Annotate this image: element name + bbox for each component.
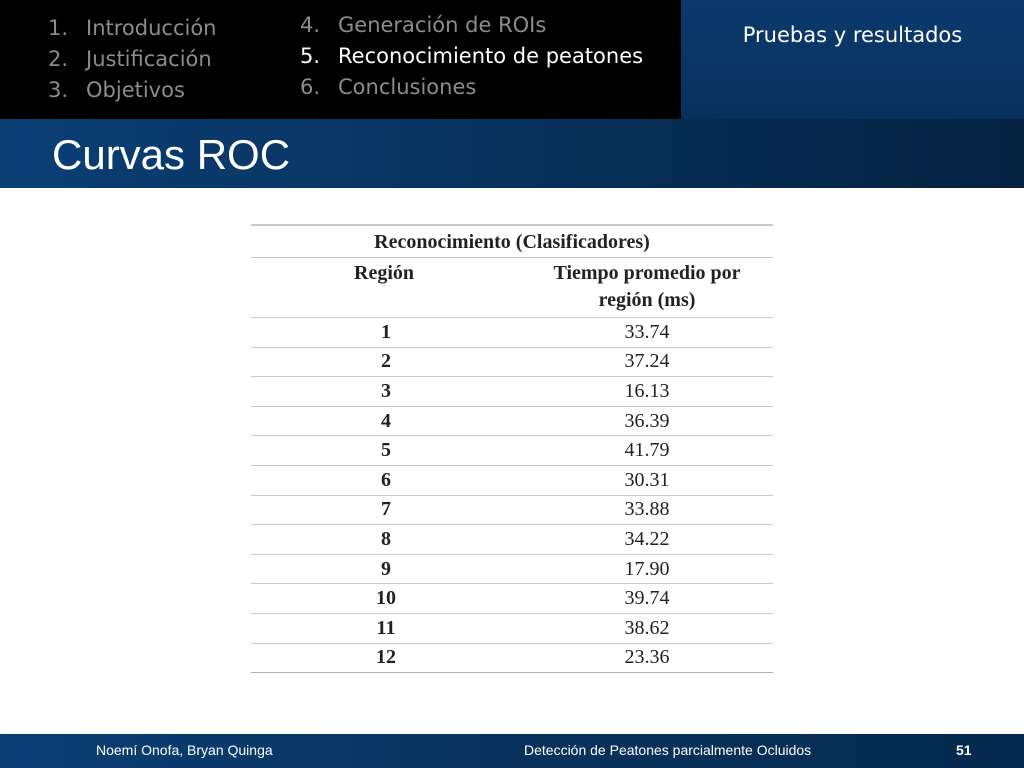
page-number: 51 xyxy=(956,742,972,758)
agenda-item-objetivos[interactable] xyxy=(48,75,216,106)
agenda-item-conclusiones[interactable] xyxy=(300,72,643,103)
agenda-item-number: 5. xyxy=(300,44,321,68)
table-row xyxy=(251,643,773,673)
results-table xyxy=(251,224,773,673)
table-row xyxy=(251,554,773,584)
section-label: Pruebas y resultados xyxy=(742,23,963,47)
cell-region: 3 xyxy=(251,377,521,407)
table-row xyxy=(251,465,773,495)
cell-time: 41.79 xyxy=(521,436,773,466)
cell-time: 37.24 xyxy=(521,347,773,377)
cell-region: 12 xyxy=(251,643,521,673)
cell-region: 11 xyxy=(251,613,521,643)
cell-region: 7 xyxy=(251,495,521,525)
table-row xyxy=(251,436,773,466)
title-band xyxy=(0,119,1024,188)
cell-region: 8 xyxy=(251,525,521,555)
footer-subject: Detección de Peatones parcialmente Ocluidos xyxy=(524,742,812,758)
cell-time: 33.74 xyxy=(521,318,773,348)
agenda-item-number: 6. xyxy=(300,75,321,99)
cell-region: 4 xyxy=(251,406,521,436)
cell-time: 36.39 xyxy=(521,406,773,436)
cell-time: 16.13 xyxy=(521,377,773,407)
cell-region: 10 xyxy=(251,584,521,614)
agenda-item-label: Objetivos xyxy=(86,78,185,102)
cell-region: 5 xyxy=(251,436,521,466)
cell-time: 34.22 xyxy=(521,525,773,555)
cell-time: 39.74 xyxy=(521,584,773,614)
table-row xyxy=(251,406,773,436)
cell-time: 33.88 xyxy=(521,495,773,525)
agenda-item-number: 4. xyxy=(300,13,321,37)
column-header-time-line2: región (ms) xyxy=(598,289,696,311)
agenda-item-label: Introducción xyxy=(86,16,217,40)
cell-time: 30.31 xyxy=(521,465,773,495)
cell-time: 23.36 xyxy=(521,643,773,673)
agenda-item-generacion-rois[interactable] xyxy=(300,10,643,41)
agenda-item-number: 1. xyxy=(48,16,69,40)
footer-bar xyxy=(0,734,1024,768)
agenda-item-label: Reconocimiento de peatones xyxy=(338,44,644,68)
table-row xyxy=(251,318,773,348)
agenda-item-reconocimiento-peatones[interactable] xyxy=(300,41,643,72)
agenda-list-left xyxy=(48,13,216,106)
cell-region: 1 xyxy=(251,318,521,348)
table-row xyxy=(251,525,773,555)
column-header-region: Región xyxy=(251,258,521,318)
cell-region: 9 xyxy=(251,554,521,584)
agenda-list-right xyxy=(300,10,643,103)
section-panel xyxy=(681,0,1024,119)
table-header-row xyxy=(251,258,773,318)
agenda-item-introduccion[interactable] xyxy=(48,13,216,44)
slide-title: Curvas ROC xyxy=(52,131,291,178)
table-row xyxy=(251,347,773,377)
agenda-item-number: 3. xyxy=(48,78,69,102)
header-bar xyxy=(0,0,1024,119)
agenda-item-label: Generación de ROIs xyxy=(338,13,547,37)
column-header-time xyxy=(521,258,773,318)
cell-region: 6 xyxy=(251,465,521,495)
table-caption: Reconocimiento (Clasificadores) xyxy=(251,224,773,258)
column-header-time-line1: Tiempo promedio por xyxy=(553,262,741,284)
cell-region: 2 xyxy=(251,347,521,377)
results-table-container xyxy=(251,224,773,673)
table-row xyxy=(251,613,773,643)
cell-time: 38.62 xyxy=(521,613,773,643)
footer-authors: Noemí Onofa, Bryan Quinga xyxy=(96,742,273,758)
agenda-item-label: Justificación xyxy=(86,47,212,71)
cell-time: 17.90 xyxy=(521,554,773,584)
table-row xyxy=(251,377,773,407)
agenda-item-label: Conclusiones xyxy=(338,75,477,99)
table-row xyxy=(251,584,773,614)
table-row xyxy=(251,495,773,525)
agenda-item-number: 2. xyxy=(48,47,69,71)
agenda-item-justificacion[interactable] xyxy=(48,44,216,75)
